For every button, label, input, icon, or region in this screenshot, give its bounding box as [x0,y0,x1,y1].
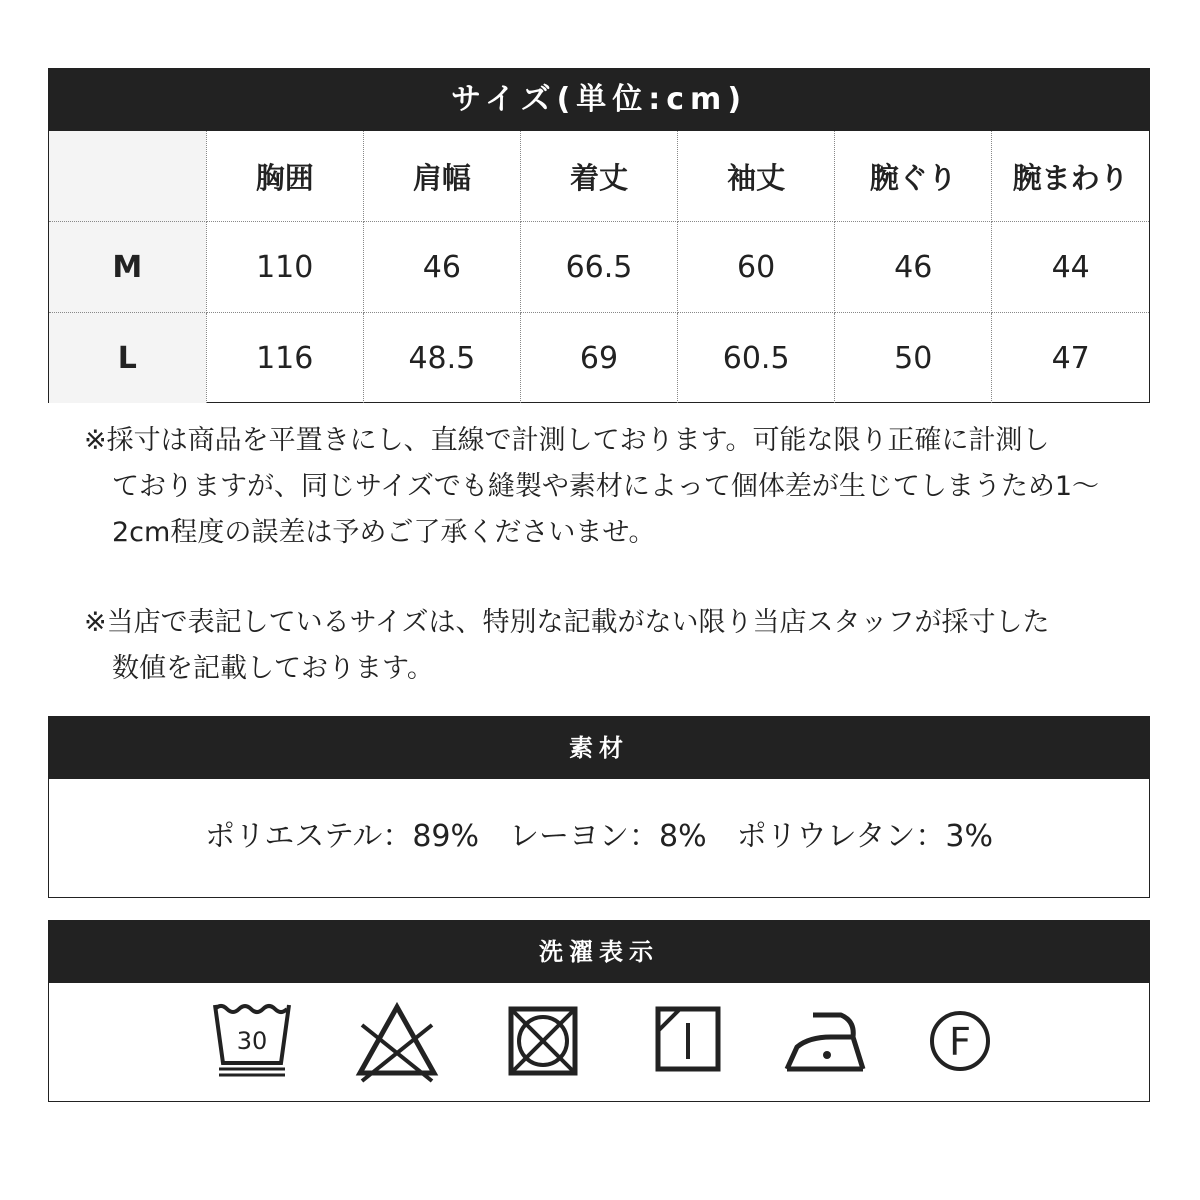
size-note [84,600,1124,692]
note-line: 数値を記載しております。 [112,653,434,684]
column-header: 袖丈 [678,131,835,222]
no-bleach-icon [352,1001,442,1083]
dryclean-letter: F [949,1020,971,1064]
note-line: ※採寸は商品を平置きにし、直線で計測しております。可能な限り正確に計測し [84,425,1050,456]
iron-low-icon [783,1001,873,1083]
laundry-section [48,920,1150,1102]
wash-temp-label: 30 [236,1027,268,1055]
table-cell: 46 [363,222,520,313]
table-cell: 46 [835,222,992,313]
table-cell: 110 [206,222,363,313]
table-cell: 60.5 [678,313,835,404]
size-label: M [49,222,206,313]
size-section-title: サイズ(単位:cm) [49,69,1149,131]
table-row [49,222,1149,313]
size-table [49,131,1149,403]
column-header: 腕ぐり [835,131,992,222]
material-composition: ポリエステル：89% レーヨン：8% ポリウレタン：3% [205,819,993,854]
table-cell: 66.5 [520,222,677,313]
laundry-section-title: 洗濯表示 [49,921,1149,983]
no-tumble-dry-icon [499,1001,589,1083]
column-header: 胸囲 [206,131,363,222]
table-cell: 48.5 [363,313,520,404]
care-icons-row [49,983,1149,1101]
note-line: ※当店で表記しているサイズは、特別な記載がない限り当店スタッフが採寸した [84,607,1050,638]
column-header: 腕まわり [992,131,1149,222]
measurement-note [84,418,1124,556]
table-cell: 47 [992,313,1149,404]
table-cell: 116 [206,313,363,404]
table-cell: 50 [835,313,992,404]
material-section [48,716,1150,898]
column-header: 着丈 [520,131,677,222]
line-dry-shade-icon [646,1001,736,1083]
table-cell: 69 [520,313,677,404]
material-section-title: 素材 [49,717,1149,779]
table-cell: 60 [678,222,835,313]
size-table-header-row [49,131,1149,222]
note-line: ておりますが、同じサイズでも縫製や素材によって個体差が生じてしまうため1～2cm程度の誤差は予めご了承くださいませ。 [112,471,1100,548]
dryclean-f-icon [916,1001,1006,1083]
size-table-corner [49,131,206,222]
table-cell: 44 [992,222,1149,313]
size-section [48,68,1150,403]
table-row [49,313,1149,404]
column-header: 肩幅 [363,131,520,222]
size-label: L [49,313,206,404]
wash-tub-30-icon [207,1001,297,1083]
